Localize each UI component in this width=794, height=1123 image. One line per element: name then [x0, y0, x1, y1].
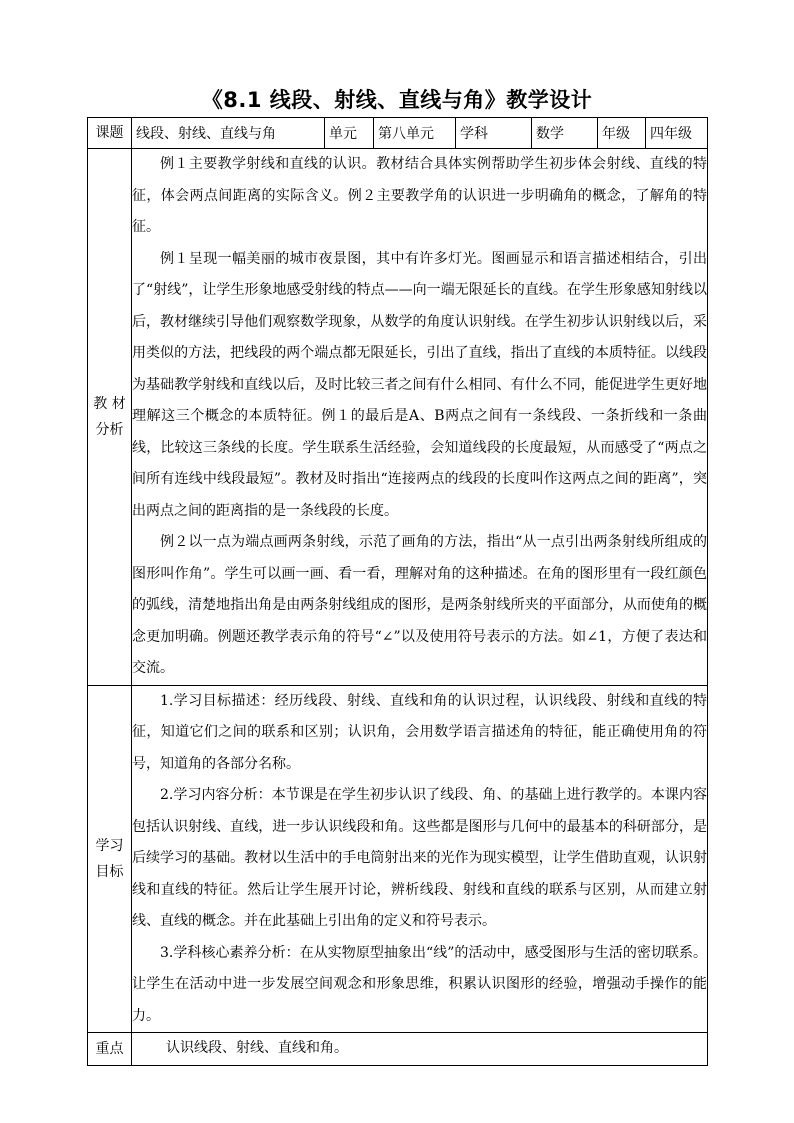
topic-value: 线段、射线、直线与角: [132, 118, 325, 149]
paragraph: 例１主要教学射线和直线的认识。教材结合具体实例帮助学生初步体会射线、直线的特征，体会两点间距离的实际含义。例２主要教学角的认识进一步明确角的概念，了解角的特征。: [132, 156, 707, 235]
materials-analysis-label: 教 材 分析: [88, 149, 132, 686]
paragraph: 认识线段、射线、直线和角。: [166, 1040, 348, 1056]
paragraph: 例１呈现一幅美丽的城市夜景图，其中有许多灯光。图画显示和语言描述相结合，引出了“射线”，让学生形象地感受射线的特点——向一端无限延长的直线。在学生形象感知射线以后，教材继续引导他们观察数学现象，从数学的角度认识射线。在学生初步认识射线以后，采用类似的方法，把线段的两个端点都无限延长，引出了直线，指出了直线的本质特征。以线段为基础教学射线和直线以后，及时比较三者之间有什么相同、有什么不同，能促进学生更好地理解这三个概念的本质特征。例１的最后是A、B两点之间有一条线段、一条折线和一条曲线，比较这三条线的长度。学生联系生活经验，会知道线段的长度最短，从而感受了“两点之间所有连线中线段最短”。教材及时指出“连接两点的线段的长度叫作这两点之间的距离”，突出两点之间的距离指的是一条线段的长度。: [132, 250, 707, 519]
page-title: 《8.1 线段、射线、直线与角》教学设计: [201, 88, 593, 112]
key-points-content: [132, 1033, 708, 1066]
unit-value: 第八单元: [374, 118, 456, 149]
topic-label: 课题: [88, 118, 132, 149]
header-row: [88, 118, 708, 149]
learning-goals-label: 学习 目标: [88, 685, 132, 1033]
paragraph: 2.学习内容分析：本节课是在学生初步认识了线段、角、的基础上进行教学的。本课内容包括认识射线、直线，进一步认识线段和角。这些都是图形与几何中的最基本的科研部分，是后续学习的基础。教材以生活中的手电筒射出来的光作为现实模型，让学生借助直观，认识射线和直线的特征。然后让学生展开讨论，辨析线段、射线和直线的联系与区别，从而建立射线、直线的概念。并在此基础上引出角的定义和符号表示。: [132, 787, 707, 929]
paragraph: 例２以一点为端点画两条射线，示范了画角的方法，指出“从一点引出两条射线所组成的图形叫作角”。学生可以画一画、看一看，理解对角的这种描述。在角的图形里有一段红颜色的弧线，清楚地指出角是由两条射线组成的图形，是两条射线所夹的平面部分，从而使角的概念更加明确。例题还教学表示角的符号“∠”以及使用符号表示的方法。如∠1，方便了表达和交流。: [132, 534, 707, 676]
grade-label: 年级: [598, 118, 646, 149]
learning-goals-content: [132, 685, 708, 1033]
subject-value: 数学: [532, 118, 598, 149]
key-points-row: [88, 1033, 708, 1066]
materials-analysis-content: [132, 149, 708, 686]
learning-goals-row: [88, 685, 708, 1033]
subject-label: 学科: [456, 118, 532, 149]
paragraph: 1.学习目标描述：经历线段、射线、直线和角的认识过程，认识线段、射线和直线的特征，知道它们之间的联系和区别；认识角，会用数学语言描述角的特征，能正确使用角的符号，知道角的各部分名称。: [132, 692, 707, 772]
paragraph: 3.学科核心素养分析：在从实物原型抽象出“线”的活动中，感受图形与生活的密切联系。让学生在活动中进一步发展空间观念和形象思维，积累认识图形的经验，增强动手操作的能力。: [132, 944, 707, 1024]
unit-label: 单元: [325, 118, 374, 149]
key-points-label: 重点: [88, 1033, 132, 1066]
lesson-plan-table: [87, 117, 708, 1066]
grade-value: 四年级: [646, 118, 708, 149]
materials-analysis-row: [88, 149, 708, 686]
